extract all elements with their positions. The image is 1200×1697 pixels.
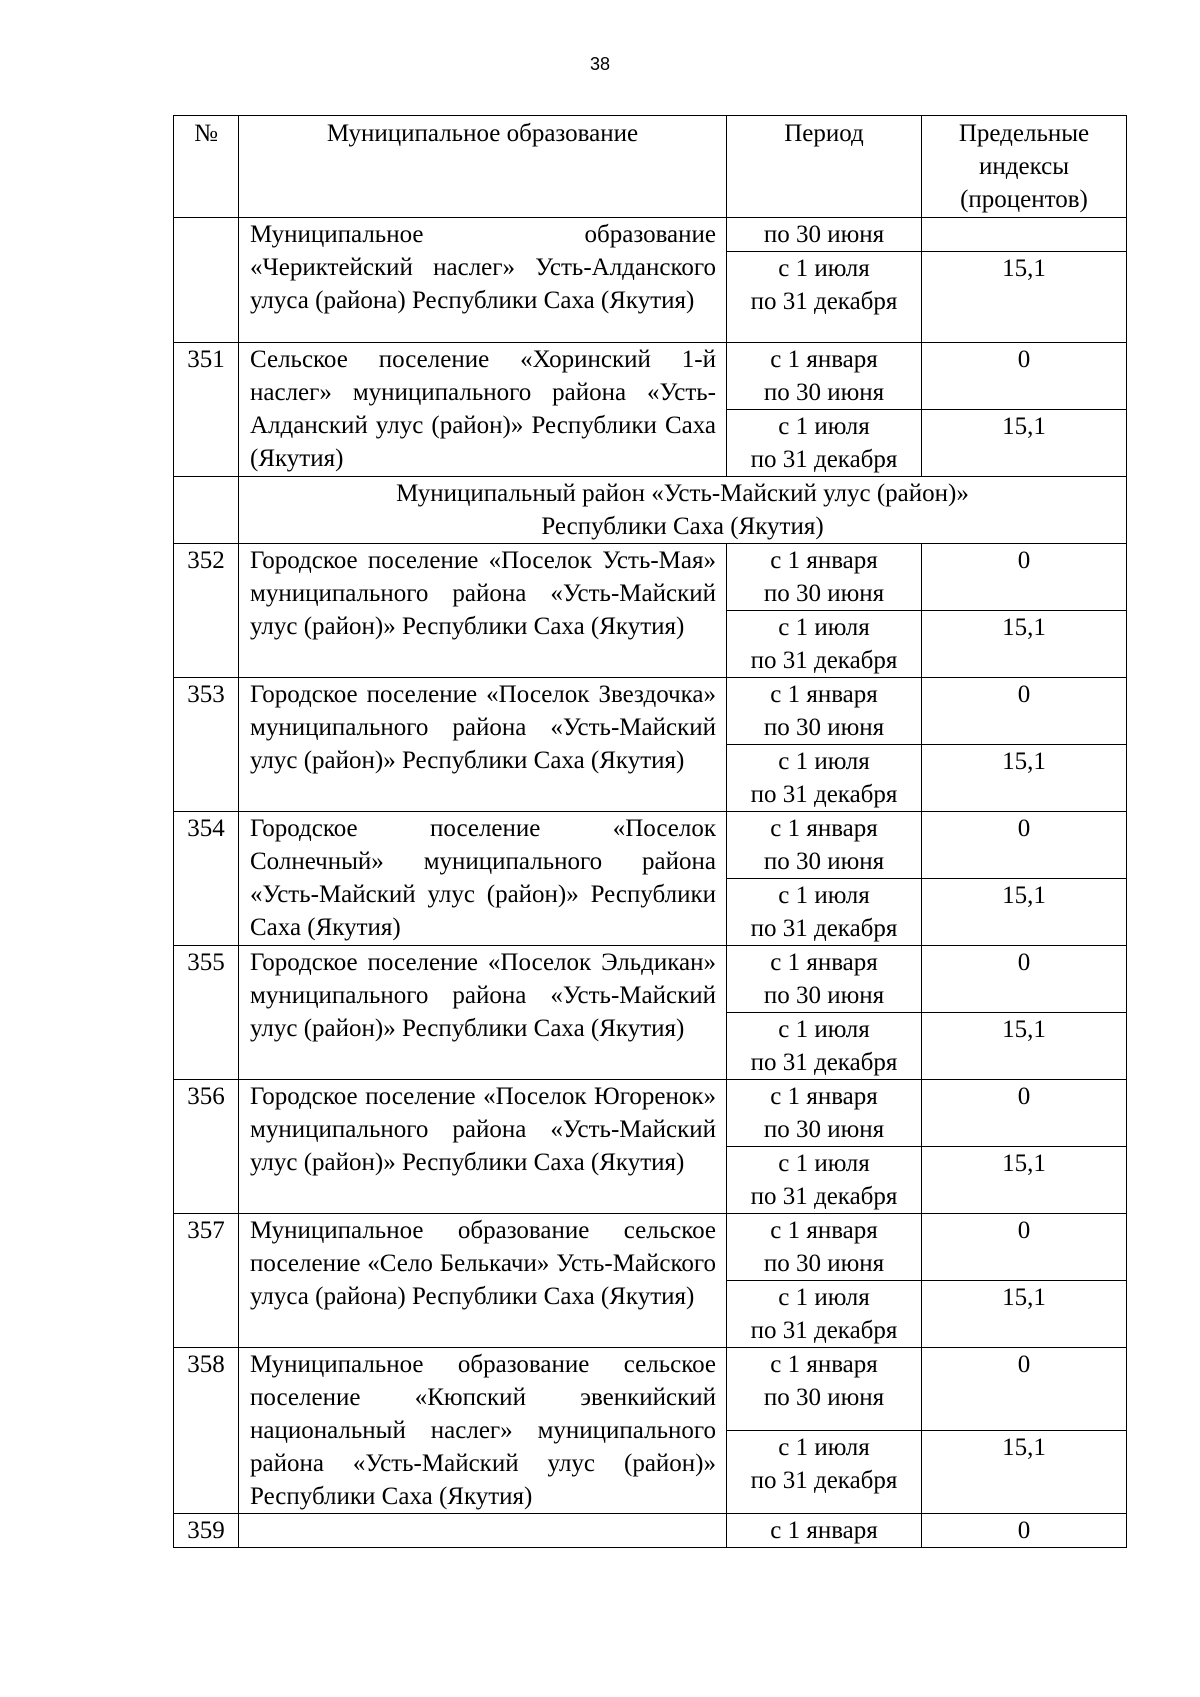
period-second-half (727, 745, 922, 812)
index-second-half: 15,1 (922, 1281, 1127, 1348)
municipality-name: Городское поселение «Поселок Югоренок» муниципального района «Усть-Майский улус (район)» Республики Саха (Якутия) (239, 1080, 727, 1214)
table-row (174, 1080, 1127, 1147)
period-start: с 1 января (770, 1217, 878, 1244)
table-header-row (174, 116, 1127, 218)
index-first-half: 0 (922, 1080, 1127, 1147)
municipality-name: Городское поселение «Поселок Эльдикан» муниципального района «Усть-Майский улус (район)» Республики Саха (Якутия) (239, 946, 727, 1080)
page-number: 38 (589, 54, 611, 74)
index-first-half (922, 218, 1127, 252)
period-end: по 30 июня (763, 580, 885, 607)
period-start: с 1 января (770, 949, 878, 976)
period-end: по 31 декабря (750, 781, 898, 808)
row-number: 351 (174, 343, 239, 477)
header-number: № (174, 116, 239, 218)
period-start: с 1 июля (778, 1016, 870, 1043)
row-number: 354 (174, 812, 239, 946)
period-end: по 30 июня (763, 1116, 885, 1143)
period-first-half (727, 218, 922, 252)
index-second-half: 15,1 (922, 745, 1127, 812)
period-start: с 1 июля (778, 413, 870, 440)
row-number: 352 (174, 544, 239, 678)
period-end: по 30 июня (763, 379, 885, 406)
table-row (174, 678, 1127, 745)
section-heading-line: Республики Саха (Якутия) (541, 513, 824, 540)
period-end: по 31 декабря (750, 1049, 898, 1076)
period-end: по 31 декабря (750, 915, 898, 942)
period-start: с 1 января (770, 547, 878, 574)
period-first-half (727, 1214, 922, 1281)
index-second-half: 15,1 (922, 611, 1127, 678)
header-municipality: Муниципальное образование (239, 116, 727, 218)
period-start: с 1 января (770, 681, 878, 708)
period-end: по 30 июня (763, 221, 885, 248)
period-end: по 30 июня (763, 714, 885, 741)
row-number: 353 (174, 678, 239, 812)
period-end: по 31 декабря (750, 647, 898, 674)
index-first-half: 0 (922, 678, 1127, 745)
index-first-half: 0 (922, 812, 1127, 879)
section-heading-line: Муниципальный район «Усть-Майский улус (район)» (396, 480, 969, 507)
table-row (174, 544, 1127, 611)
municipality-name (239, 1514, 727, 1548)
table-row (174, 1214, 1127, 1281)
table-row (174, 812, 1127, 879)
period-start: с 1 июля (778, 255, 870, 282)
period-first-half (727, 343, 922, 410)
municipality-name: Муниципальное образование сельское поселение «Кюпский эвенкийский национальный наслег» муниципального района «Усть-Майский улус (район)» Республики Саха (Якутия) (239, 1348, 727, 1514)
limit-indexes-table (173, 115, 1127, 1548)
period-end: по 31 декабря (750, 446, 898, 473)
period-end: по 30 июня (763, 848, 885, 875)
section-row (174, 477, 1127, 544)
period-second-half (727, 1431, 922, 1514)
period-first-half (727, 1080, 922, 1147)
period-second-half (727, 1147, 922, 1214)
period-second-half (727, 410, 922, 477)
index-first-half: 0 (922, 1348, 1127, 1431)
section-number-cell (174, 477, 239, 544)
period-start: с 1 июля (778, 1150, 870, 1177)
municipality-name: Муниципальное образование сельское поселение «Село Белькачи» Усть-Майского улуса (района) Республики Саха (Якутия) (239, 1214, 727, 1348)
period-start: с 1 июля (778, 1434, 870, 1461)
municipality-name: Муниципальное образование «Чериктейский наслег» Усть-Алданского улуса (района) Республики Саха (Якутия) (239, 218, 727, 343)
period-start: с 1 января (770, 1351, 878, 1378)
index-first-half: 0 (922, 343, 1127, 410)
municipality-name: Сельское поселение «Хоринский 1-й наслег» муниципального района «Усть-Алданский улус (район)» Республики Саха (Якутия) (239, 343, 727, 477)
index-second-half: 15,1 (922, 410, 1127, 477)
table-row (174, 218, 1127, 252)
period-end: по 31 декабря (750, 1183, 898, 1210)
index-second-half: 15,1 (922, 1431, 1127, 1514)
period-end: по 31 декабря (750, 288, 898, 315)
period-second-half (727, 1281, 922, 1348)
row-number: 357 (174, 1214, 239, 1348)
index-second-half: 15,1 (922, 1147, 1127, 1214)
header-limit-index: Предельные индексы (процентов) (922, 116, 1127, 218)
period-start: с 1 января (770, 1083, 878, 1110)
period-second-half (727, 611, 922, 678)
period-first-half (727, 946, 922, 1013)
row-number: 356 (174, 1080, 239, 1214)
municipality-name: Городское поселение «Поселок Звездочка» муниципального района «Усть-Майский улус (район)» Республики Саха (Якутия) (239, 678, 727, 812)
table-row (174, 946, 1127, 1013)
municipality-name: Городское поселение «Поселок Усть-Мая» муниципального района «Усть-Майский улус (район)» Республики Саха (Якутия) (239, 544, 727, 678)
row-number (174, 218, 239, 343)
period-start: с 1 января (770, 346, 878, 373)
row-number: 358 (174, 1348, 239, 1514)
table-row (174, 1348, 1127, 1431)
period-start: с 1 января (770, 815, 878, 842)
period-start: с 1 июля (778, 882, 870, 909)
period-second-half (727, 1013, 922, 1080)
index-second-half: 15,1 (922, 252, 1127, 343)
period-start: с 1 июля (778, 1284, 870, 1311)
period-start: с 1 июля (778, 614, 870, 641)
period-first-half (727, 1514, 922, 1548)
header-period: Период (727, 116, 922, 218)
period-end: по 31 декабря (750, 1467, 898, 1494)
period-end: по 30 июня (763, 982, 885, 1009)
table-row (174, 343, 1127, 410)
index-second-half: 15,1 (922, 1013, 1127, 1080)
period-end: по 30 июня (763, 1384, 885, 1411)
period-end: по 31 декабря (750, 1317, 898, 1344)
row-number: 355 (174, 946, 239, 1080)
period-start: с 1 июля (778, 748, 870, 775)
index-second-half: 15,1 (922, 879, 1127, 946)
municipality-name: Городское поселение «Поселок Солнечный» муниципального района «Усть-Майский улус (район)» Республики Саха (Якутия) (239, 812, 727, 946)
period-first-half (727, 812, 922, 879)
period-second-half (727, 252, 922, 343)
index-first-half: 0 (922, 1214, 1127, 1281)
row-number: 359 (174, 1514, 239, 1548)
section-heading (239, 477, 1127, 544)
period-first-half (727, 544, 922, 611)
period-first-half (727, 678, 922, 745)
period-second-half (727, 879, 922, 946)
period-first-half (727, 1348, 922, 1431)
period-end: по 30 июня (763, 1250, 885, 1277)
table-row (174, 1514, 1127, 1548)
index-first-half: 0 (922, 544, 1127, 611)
index-first-half: 0 (922, 1514, 1127, 1548)
index-first-half: 0 (922, 946, 1127, 1013)
period-start: с 1 января (770, 1517, 878, 1544)
